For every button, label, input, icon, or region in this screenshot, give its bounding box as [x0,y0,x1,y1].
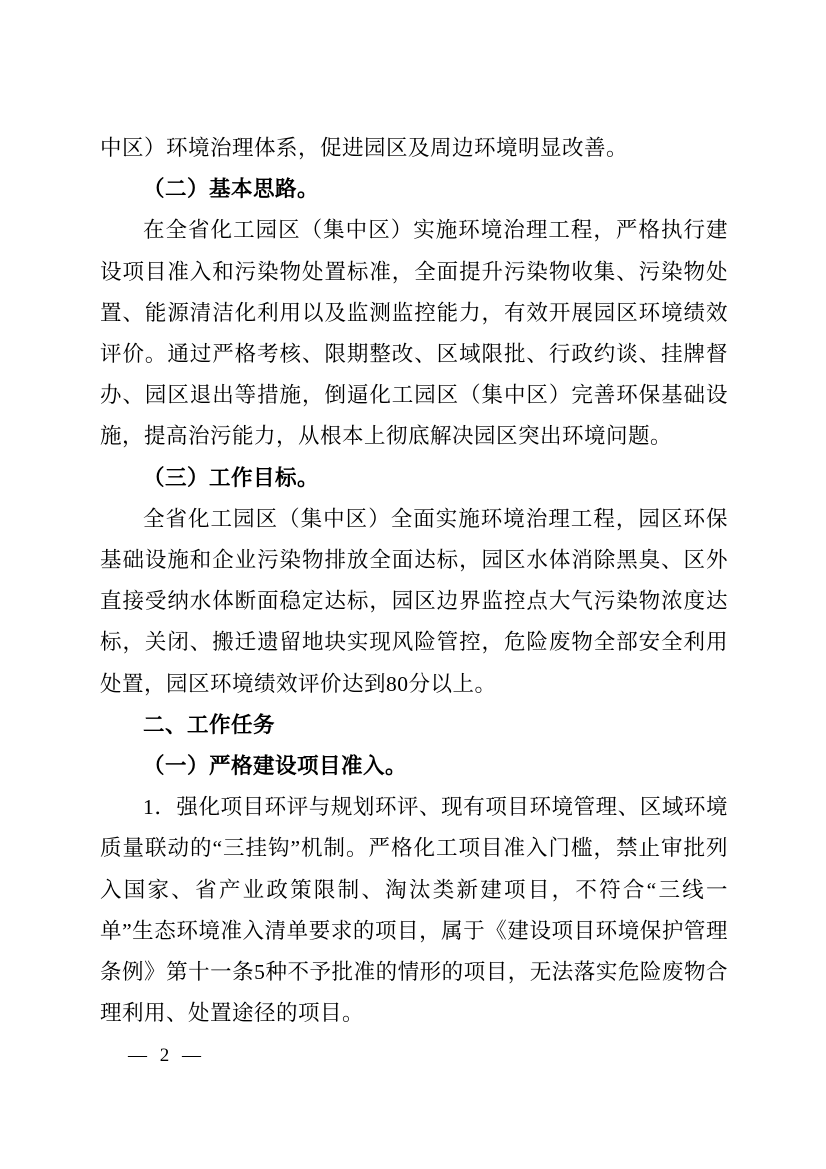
heading-work-goals: （三）工作目标。 [143,465,320,490]
page-number: — 2 — [128,1045,205,1066]
heading-basic-approach: （二）基本思路。 [143,177,320,202]
paragraph-basic-approach: 在全省化工园区（集中区）实施环境治理工程，严格执行建设项目准入和污染物处置标准，全面提升污染物收集、污染物处置、能源清洁化利用以及监测监控能力，有效开展园区环境绩效评价。通过严格考核、限期整改、区域限批、行政约谈、挂牌督办、园区退出等措施，倒逼化工园区（集中区）完善环保基础设施，提高治污能力，从根本上彻底解决园区突出环境问题。 [100,218,728,449]
paragraph-work-goals: 全省化工园区（集中区）全面实施环境治理工程，园区环保基础设施和企业污染物排放全面达标，园区水体消除黑臭、区外直接受纳水体断面稳定达标，园区边界监控点大气污染物浓度达标，关闭、搬迁遗留地块实现风险管控，危险废物全部安全利用处置，园区环境绩效评价达到80分以上。 [100,506,728,696]
paragraph-continuation: 中区）环境治理体系，促进园区及周边环境明显改善。 [100,136,629,160]
paragraph-strict-project-access: 1．强化项目环评与规划环评、现有项目环境管理、区域环境质量联动的“三挂钩”机制。严格化工项目准入门槛，禁止审批列入国家、省产业政策限制、淘汰类新建项目，不符合“三线一单”生态环境准入清单要求的项目，属于《建设项目环境保护管理条例》第十一条5种不予批准的情形的项目，无法落实危险废物合理利用、处置途径的项目。 [100,795,728,1026]
heading-work-tasks: 二、工作任务 [143,712,276,737]
document-body [100,128,728,1034]
heading-strict-project-access: （一）严格建设项目准入。 [143,754,408,779]
